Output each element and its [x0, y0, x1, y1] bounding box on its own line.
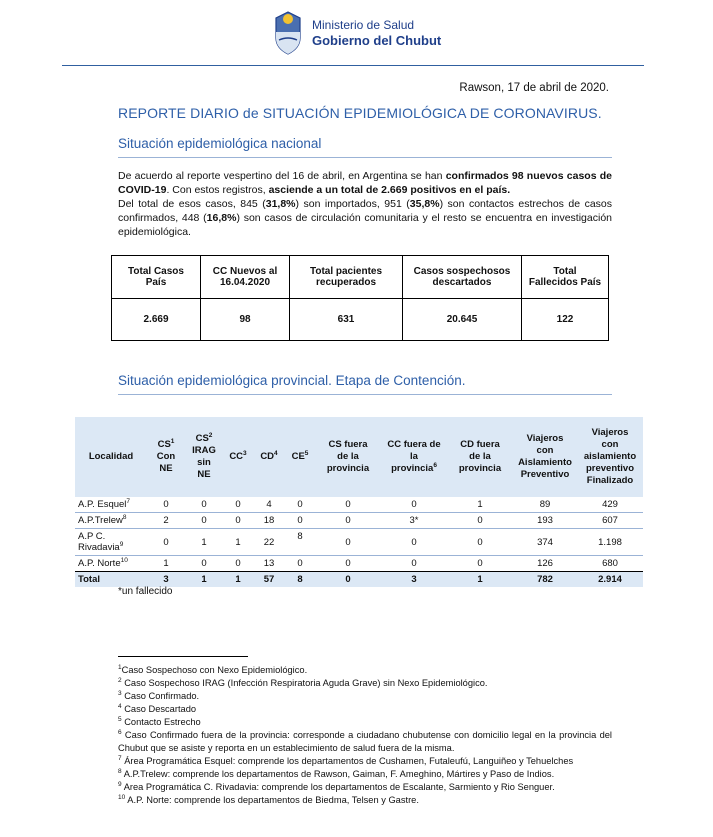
value-recovered: 631 [290, 299, 403, 341]
cell: 2.914 [577, 572, 643, 588]
col-viajeros: Viajeros con Aislamiento Preventivo [513, 417, 577, 497]
cell: 0 [147, 529, 185, 556]
value-new-cases: 98 [201, 299, 290, 341]
report-date: Rawson, 17 de abril de 2020. [459, 82, 609, 94]
header-recovered: Total pacientes recuperados [290, 256, 403, 299]
cell: 1 [447, 572, 513, 588]
table-row [75, 556, 643, 572]
cell: 0 [185, 513, 223, 529]
cell: 0 [315, 529, 381, 556]
col-cs-irag: $CS^2$ IRAG sin NE [185, 417, 223, 497]
header-deaths: Total Fallecidos País [522, 256, 609, 299]
cell: 1 [185, 529, 223, 556]
cell: 57 [253, 572, 285, 588]
cell: 1 [223, 529, 253, 556]
cell: 4 [266, 499, 272, 510]
cell: 1 [477, 499, 483, 510]
col-cs-fuera: CS fuera de la provincia [315, 417, 381, 497]
value-deaths: 122 [522, 299, 609, 341]
cell: 0 [285, 513, 315, 529]
cell: 3 [147, 572, 185, 588]
col-localidad: Localidad [75, 417, 147, 497]
national-heading: Situación epidemiológica nacional [118, 136, 322, 151]
row-localidad: A.P.Trelew$^8$ [75, 513, 147, 529]
col-viajeros-finalizado: Viajeros con aislamiento preventivo Finalizado [577, 417, 643, 497]
cell: 0 [411, 499, 417, 510]
cell: 13 [253, 556, 285, 572]
footnote: $^5$ Contacto Estrecho [118, 715, 201, 727]
summary-paragraph-1: De acuerdo al reporte vespertino del 16 de abril, en Argentina se han confirmados 98 nuevos casos de COVID-19. Con estos registros, asciende a un total de 2.669 positivos en el país. [118, 170, 612, 196]
cell: 0 [285, 556, 315, 572]
table-row [75, 513, 643, 529]
cell: 0 [201, 499, 207, 510]
cell: 1.198 [577, 529, 643, 556]
cell: 0 [235, 499, 241, 510]
header-discarded: Casos sospechosos descartados [403, 256, 522, 299]
cell: 126 [513, 556, 577, 572]
cell: 782 [513, 572, 577, 588]
footnotes [118, 664, 612, 807]
cell: 0 [315, 513, 381, 529]
cell: 8 [285, 529, 315, 556]
cell: 0 [223, 513, 253, 529]
cell: 1 [147, 556, 185, 572]
row-localidad: A.P C. Rivadavia$^9$ [75, 529, 147, 556]
col-cd-fuera: CD fuera de la provincia [447, 417, 513, 497]
cell: 18 [253, 513, 285, 529]
row-localidad: A.P. Esquel$^7$ [78, 497, 131, 510]
cell: 3 [381, 572, 447, 588]
cell: 0 [163, 499, 169, 510]
footnote: $^8$ A.P.Trelew: comprende los departamentos de Rawson, Gaiman, F. Ameghino, Mártires y Paso de Indios. [118, 767, 555, 779]
col-cs-con-ne: $CS^1$ Con NE [147, 417, 185, 497]
provincial-table-header [75, 417, 643, 497]
cell: 193 [513, 513, 577, 529]
footnote: $^3$ Caso Confirmado. [118, 689, 200, 701]
cell: 0 [381, 556, 447, 572]
footnote-rule [118, 656, 248, 657]
value-discarded: 20.645 [403, 299, 522, 341]
provincial-heading: Situación epidemiológica provincial. Etapa de Contención. [118, 373, 466, 388]
footnote: $^{10}$ A.P. Norte: comprende los departamentos de Biedma, Telsen y Gastre. [118, 793, 419, 805]
value-total-cases: 2.669 [112, 299, 201, 341]
table-note: *un fallecido [118, 586, 173, 597]
cell: 0 [381, 529, 447, 556]
header-new-cases: CC Nuevos al 16.04.2020 [201, 256, 290, 299]
footnote: $^4$ Caso Descartado [118, 702, 197, 714]
footnote: $^6$ Caso Confirmado fuera de la provincia: corresponde a ciudadano chubutense con domicilio legal en la provincia del Chubut que se asiste y reporta en un establecimiento de salud fuera de la misma. [118, 728, 612, 753]
header-divider [62, 65, 644, 66]
cell: 3* [381, 513, 447, 529]
national-table-values [112, 299, 609, 341]
report-title: REPORTE DIARIO de SITUACIÓN EPIDEMIOLÓGICA DE CORONAVIRUS. [118, 105, 602, 121]
cell: 0 [315, 572, 381, 588]
cell: 2 [147, 513, 185, 529]
government-name: Gobierno del Chubut [312, 33, 442, 48]
cell: 429 [602, 499, 618, 510]
total-row [75, 572, 643, 588]
ministry-name: Ministerio de Salud [312, 18, 415, 32]
footnote: $^7$ Área Programática Esquel: comprende los departamentos de Cushamen, Futaleufú, Languiñeo y Tehuelches [118, 754, 574, 766]
table-row [75, 529, 643, 556]
cell: 0 [223, 556, 253, 572]
col-cd: $CD^4$ [253, 417, 285, 497]
national-summary [118, 169, 612, 239]
summary-paragraph-2: Del total de esos casos, 845 (31,8%) son importados, 951 (35,8%) son contactos estrechos de casos confirmados, 448 (16,8%) son casos de circulación comunitaria y el resto se encuentra en investigación epidemiológica. [118, 198, 613, 238]
cell: 0 [185, 556, 223, 572]
cell: 0 [315, 556, 381, 572]
cell: 374 [513, 529, 577, 556]
cell: 8 [285, 572, 315, 588]
col-cc-fuera: CC fuera de la provincia$^6$ [381, 417, 447, 497]
footnote: $^2$ Caso Sospechoso IRAG (Infección Respiratoria Aguda Grave) sin Nexo Epidemiológico. [118, 676, 488, 688]
header-total-cases: Total Casos País [112, 256, 201, 299]
cell: 89 [539, 499, 551, 510]
chubut-shield-icon [270, 10, 306, 56]
provincial-heading-rule [118, 394, 612, 395]
cell: 1 [223, 572, 253, 588]
cell: 607 [577, 513, 643, 529]
footnote: $^1$Caso Sospechoso con Nexo Epidemiológico. [118, 663, 308, 675]
footnote: $^9$ Area Programática C. Rivadavia: comprende los departamentos de Escalante, Sarmiento y Rio Senguer. [118, 780, 555, 792]
cell: 0 [447, 529, 513, 556]
col-cc: $CC^3$ [223, 417, 253, 497]
cell: 0 [447, 513, 513, 529]
cell: 0 [297, 499, 303, 510]
national-table [111, 255, 609, 341]
cell: 0 [345, 499, 351, 510]
cell: 680 [577, 556, 643, 572]
cell: 0 [447, 556, 513, 572]
total-label: Total [75, 572, 147, 588]
national-heading-rule [118, 157, 612, 158]
table-row [75, 497, 643, 513]
provincial-table [75, 417, 643, 587]
cell: 22 [253, 529, 285, 556]
national-table-header [112, 256, 609, 299]
col-ce: $CE^5$ [285, 417, 315, 497]
cell: 1 [185, 572, 223, 588]
row-localidad: A.P. Norte$^{10}$ [75, 556, 147, 572]
